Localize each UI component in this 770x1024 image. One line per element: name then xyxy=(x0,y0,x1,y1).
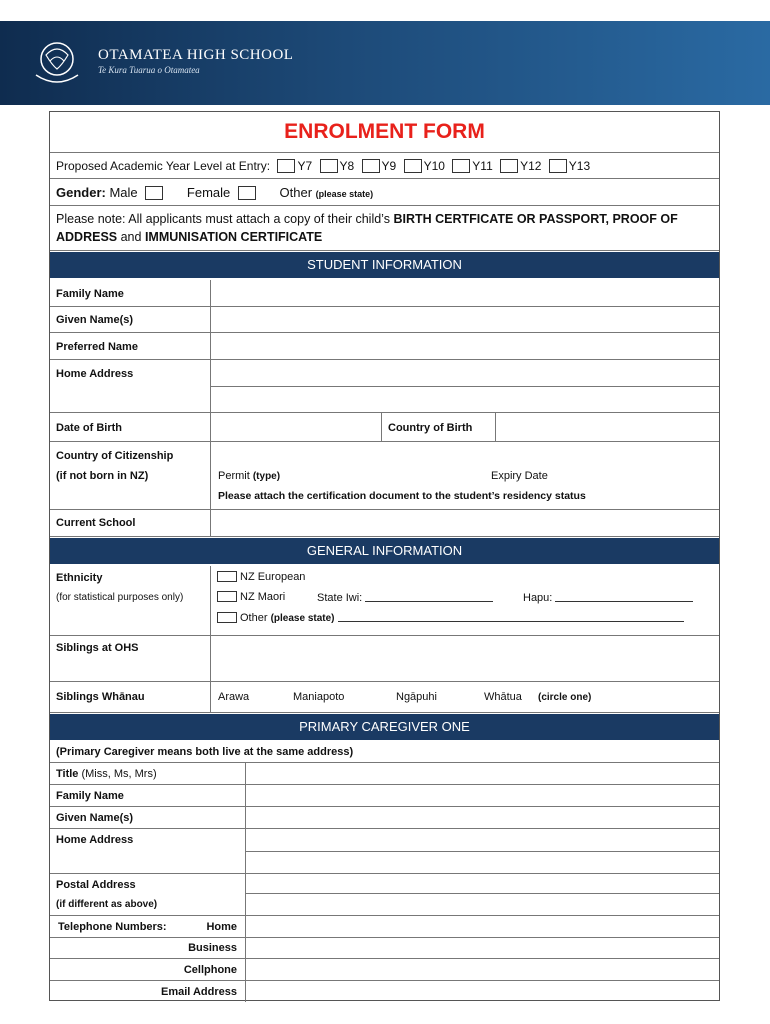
student-home-address-label: Home Address xyxy=(56,368,134,380)
email-address-label: Email Address xyxy=(160,986,237,998)
student-info-heading: STUDENT INFORMATION xyxy=(50,252,719,278)
label-cell xyxy=(50,636,211,681)
iwi-option-ngapuhi[interactable]: Ngāpuhi xyxy=(396,691,437,703)
nz-maori-label: NZ Maori xyxy=(240,591,286,603)
student-preferred-name-row xyxy=(50,333,719,360)
ethnicity-label: Ethnicity xyxy=(56,572,103,584)
whanau-options xyxy=(211,682,719,712)
student-given-names-row xyxy=(50,307,719,333)
student-home-address-row xyxy=(50,360,719,413)
student-preferred-name-input[interactable] xyxy=(211,333,719,359)
enrolment-form xyxy=(49,111,720,1001)
current-school-row xyxy=(50,510,719,537)
current-school-label: Current School xyxy=(56,517,136,529)
gender-field xyxy=(56,185,373,200)
caregiver-title-options: (Miss, Ms, Mrs) xyxy=(81,768,157,780)
other-ethnicity-field[interactable] xyxy=(217,611,684,624)
label-cell xyxy=(50,360,211,412)
attachment-note-row xyxy=(50,206,719,251)
whanau-label: Siblings Whānau xyxy=(56,691,145,703)
student-preferred-name-label: Preferred Name xyxy=(56,341,138,353)
school-name: OTAMATEA HIGH SCHOOL xyxy=(98,47,294,63)
year-level-row xyxy=(50,153,719,179)
label-cell xyxy=(50,442,211,509)
home-phone-input[interactable] xyxy=(246,916,719,937)
caregiver-note: (Primary Caregiver means both live at the same address) xyxy=(56,746,354,758)
note-immunisation: IMMUNISATION CERTIFICATE xyxy=(144,230,323,244)
caregiver-email-row xyxy=(50,981,719,1002)
gender-male-label: Male xyxy=(109,185,138,200)
student-citizenship-row xyxy=(50,442,719,510)
gender-row xyxy=(50,179,719,206)
caregiver-postal-note: (if different as above) xyxy=(56,899,158,910)
caregiver-postal-address-input[interactable] xyxy=(246,874,719,915)
label-cell xyxy=(50,785,246,806)
state-iwi-label: State Iwi: xyxy=(317,592,363,604)
y13-label: Y13 xyxy=(568,159,591,173)
iwi-option-arawa[interactable]: Arawa xyxy=(218,691,250,703)
caregiver-note-row xyxy=(50,741,719,763)
year-level-field xyxy=(56,159,590,173)
label-cell xyxy=(50,959,246,980)
residency-attach-note: Please attach the certification document to the student’s residency status xyxy=(218,490,586,502)
caregiver-home-address-label: Home Address xyxy=(56,834,134,846)
label-cell xyxy=(50,829,246,873)
caregiver-cellphone-row xyxy=(50,959,719,981)
caregiver-home-address-input[interactable] xyxy=(246,829,719,873)
ethnicity-note: (for statistical purposes only) xyxy=(56,592,184,603)
address-divider xyxy=(246,893,719,894)
student-dob-label: Date of Birth xyxy=(56,422,122,434)
home-phone-label: Home xyxy=(206,921,237,933)
nz-maori-checkbox[interactable] xyxy=(217,591,237,602)
other-ethnicity-label: Other xyxy=(240,612,268,624)
caregiver-title-label: Title xyxy=(56,768,79,780)
siblings-row xyxy=(50,636,719,682)
state-iwi-line xyxy=(365,591,493,602)
other-please-state: (please state) xyxy=(270,613,335,624)
label-cell xyxy=(50,916,246,937)
address-divider xyxy=(211,386,719,387)
nz-european-label: NZ European xyxy=(240,571,306,583)
label-cell xyxy=(50,510,211,536)
gender-label: Gender: xyxy=(56,185,106,200)
label-cell xyxy=(50,874,246,915)
circle-one-note: (circle one) xyxy=(538,692,592,703)
cellphone-label: Cellphone xyxy=(183,964,237,976)
y11-checkbox[interactable] xyxy=(452,159,470,173)
form-title: ENROLMENT FORM xyxy=(284,120,485,143)
other-ethnicity-checkbox[interactable] xyxy=(217,612,237,623)
form-title-row xyxy=(50,112,719,153)
citizenship-note: (if not born in NZ) xyxy=(56,470,149,482)
caregiver-family-name-row xyxy=(50,785,719,807)
business-phone-input[interactable] xyxy=(246,938,719,958)
business-phone-label: Business xyxy=(188,942,237,954)
gender-male-checkbox[interactable] xyxy=(145,186,163,200)
caregiver-given-names-row xyxy=(50,807,719,829)
y13-checkbox[interactable] xyxy=(549,159,567,173)
label-cell xyxy=(50,981,246,1002)
caregiver-given-names-input[interactable] xyxy=(246,807,719,828)
caregiver-postal-address-label: Postal Address xyxy=(56,879,136,891)
note-and: and xyxy=(120,230,142,244)
y8-label: Y8 xyxy=(339,159,355,173)
student-dob-input[interactable] xyxy=(211,413,382,441)
label-cell xyxy=(50,413,211,441)
caregiver-home-phone-row xyxy=(50,916,719,938)
citizenship-label: Country of Citizenship xyxy=(56,450,174,462)
citizenship-details[interactable] xyxy=(211,442,719,509)
label-cell xyxy=(50,682,211,712)
iwi-option-whatua[interactable]: Whātua xyxy=(484,691,522,703)
label-cell xyxy=(50,763,246,784)
address-divider xyxy=(246,851,719,852)
caregiver-title-row xyxy=(50,763,719,785)
ethnicity-options xyxy=(211,566,719,635)
country-of-birth-input[interactable] xyxy=(496,413,719,441)
student-dob-row xyxy=(50,413,719,442)
gender-other-label: Other xyxy=(279,185,313,200)
ethnicity-row xyxy=(50,566,719,636)
note-proof-address: PROOF OF ADDRESS xyxy=(56,212,678,244)
permit-type-label: (type) xyxy=(252,471,281,482)
caregiver-title-input[interactable] xyxy=(246,763,719,784)
school-banner xyxy=(0,21,770,105)
student-given-names-label: Given Name(s) xyxy=(56,314,134,326)
expiry-date-label: Expiry Date xyxy=(491,470,548,482)
nz-european-checkbox[interactable] xyxy=(217,571,237,582)
y8-checkbox[interactable] xyxy=(320,159,338,173)
permit-label: Permit xyxy=(218,470,250,482)
y9-label: Y9 xyxy=(381,159,397,173)
gender-other-note: (please state) xyxy=(315,189,374,199)
y11-label: Y11 xyxy=(472,159,493,173)
student-family-name-input[interactable] xyxy=(211,280,719,306)
student-family-name-row xyxy=(50,280,719,307)
siblings-label: Siblings at OHS xyxy=(56,642,139,654)
caregiver-title-field xyxy=(56,768,157,780)
cellphone-input[interactable] xyxy=(246,959,719,980)
hapu-label: Hapu: xyxy=(523,592,553,604)
caregiver-given-names-label: Given Name(s) xyxy=(56,812,134,824)
student-family-name-label: Family Name xyxy=(56,288,124,300)
y12-label: Y12 xyxy=(520,159,542,173)
label-cell xyxy=(50,566,211,635)
label-cell xyxy=(382,413,496,441)
siblings-input[interactable] xyxy=(211,636,719,681)
year-level-label: Proposed Academic Year Level at Entry: xyxy=(56,159,271,173)
label-cell xyxy=(50,938,246,958)
label-cell xyxy=(50,807,246,828)
note-birth-cert: BIRTH CERTFICATE OR PASSPORT, xyxy=(393,212,609,226)
gender-female-checkbox[interactable] xyxy=(238,186,256,200)
y10-label: Y10 xyxy=(423,159,445,173)
y7-checkbox[interactable] xyxy=(277,159,295,173)
permit-field xyxy=(218,470,280,482)
school-crest-logo xyxy=(28,35,86,93)
caregiver-home-address-row xyxy=(50,829,719,874)
other-ethnicity-line xyxy=(338,611,684,622)
school-subtitle: Te Kura Tuarua o Otamatea xyxy=(98,65,200,75)
y12-checkbox[interactable] xyxy=(500,159,518,173)
hapu-line xyxy=(555,591,693,602)
y7-label: Y7 xyxy=(297,159,313,173)
hapu-field[interactable] xyxy=(523,591,693,604)
label-cell xyxy=(50,333,211,359)
student-home-address-input[interactable] xyxy=(211,360,719,412)
email-address-input[interactable] xyxy=(246,981,719,1002)
state-iwi-field[interactable] xyxy=(317,591,493,604)
nz-european-option xyxy=(217,571,305,583)
label-cell xyxy=(50,280,211,306)
caregiver-family-name-label: Family Name xyxy=(56,790,124,802)
caregiver-family-name-input[interactable] xyxy=(246,785,719,806)
current-school-input[interactable] xyxy=(211,510,719,536)
student-given-names-input[interactable] xyxy=(211,307,719,332)
country-of-birth-label: Country of Birth xyxy=(388,422,473,434)
caregiver-postal-address-row xyxy=(50,874,719,916)
y9-checkbox[interactable] xyxy=(362,159,380,173)
whanau-row xyxy=(50,682,719,713)
attachment-note xyxy=(56,210,716,246)
label-cell xyxy=(50,307,211,332)
caregiver-business-phone-row xyxy=(50,938,719,959)
iwi-option-maniapoto[interactable]: Maniapoto xyxy=(293,691,345,703)
telephone-numbers-label: Telephone Numbers: xyxy=(58,921,167,933)
caregiver-heading: PRIMARY CAREGIVER ONE xyxy=(50,714,719,740)
y10-checkbox[interactable] xyxy=(404,159,422,173)
gender-female-label: Female xyxy=(186,185,231,200)
nz-maori-option xyxy=(217,591,285,603)
general-info-heading: GENERAL INFORMATION xyxy=(50,538,719,564)
note-text: Please note: All applicants must attach a copy of their child’s xyxy=(56,212,390,226)
